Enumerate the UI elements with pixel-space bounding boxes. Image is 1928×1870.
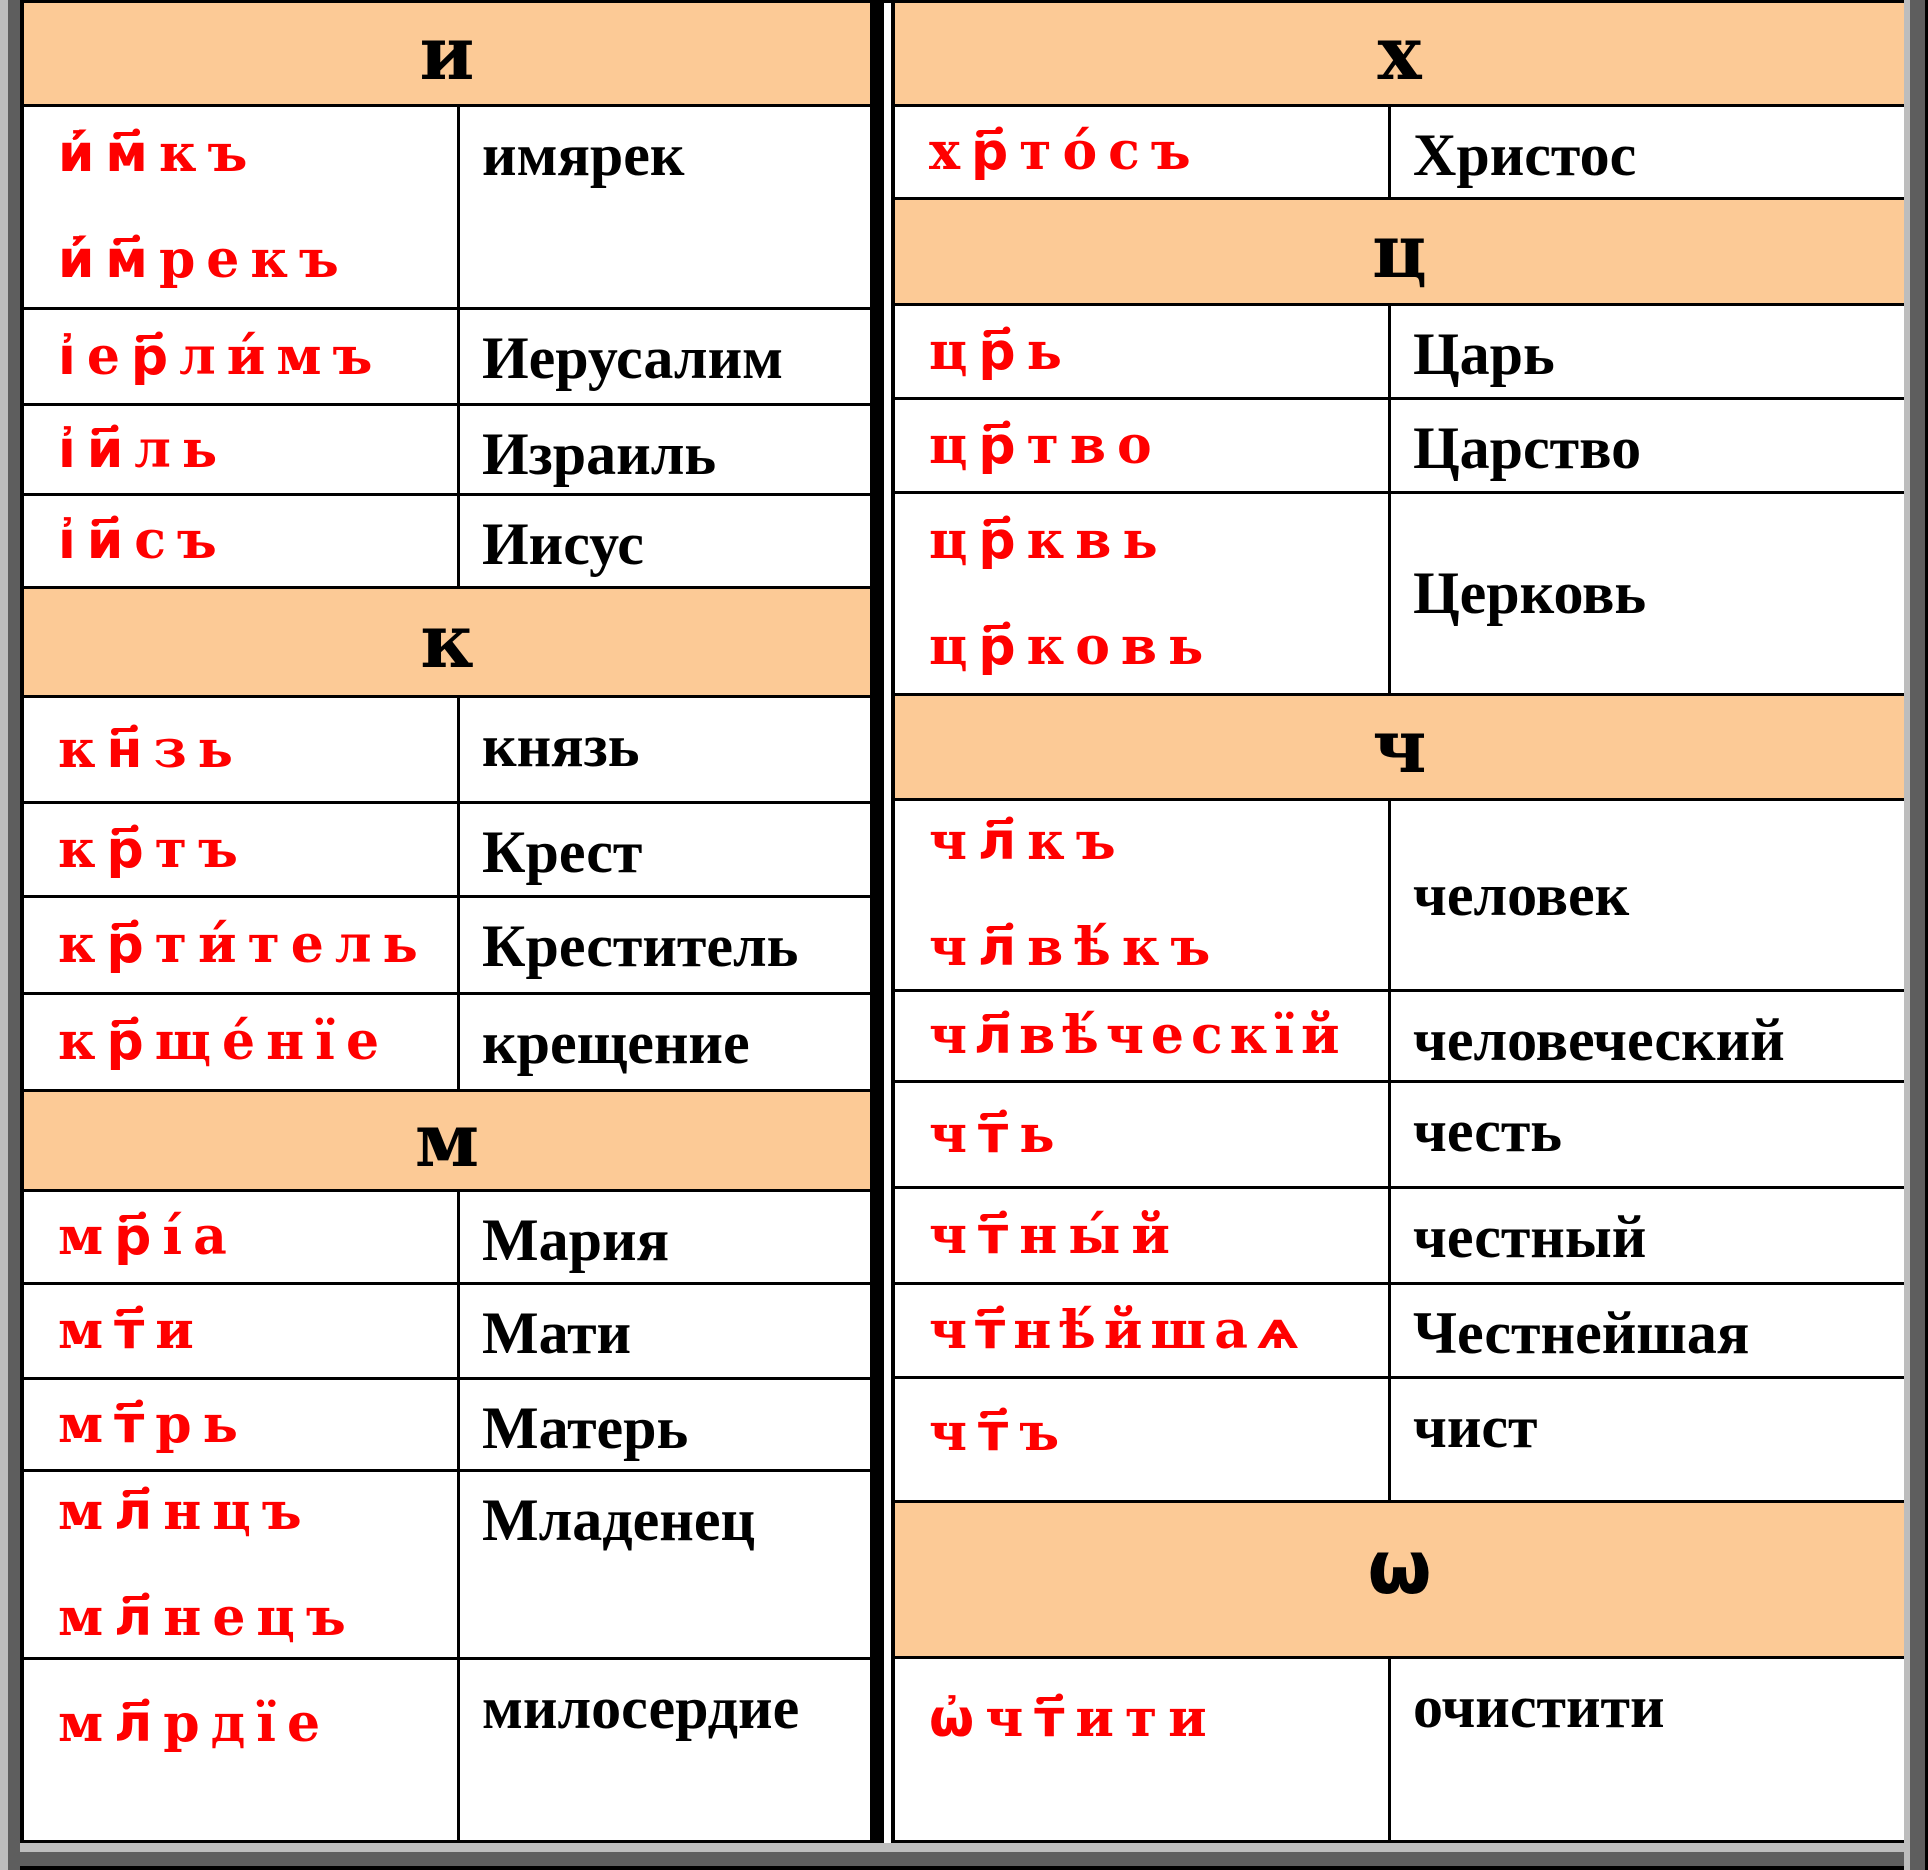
meaning-cell — [460, 1472, 870, 1657]
meaning-text: имярек — [482, 122, 685, 188]
slavonic-word: цр҃ь — [929, 320, 1073, 382]
entry-row — [24, 1472, 870, 1660]
table-separator-bar — [870, 0, 884, 1843]
entry-row — [895, 1379, 1904, 1503]
section-header-row — [895, 200, 1904, 306]
section-letter: ч — [1372, 704, 1427, 790]
meaning-text: честный — [1413, 1204, 1647, 1270]
section-header-row — [895, 1503, 1904, 1659]
slavonic-cell — [24, 898, 460, 992]
slavonic-word: чл҃къ — [929, 811, 1127, 873]
slavonic-cell — [895, 1659, 1391, 1840]
slavonic-cell — [24, 107, 460, 307]
meaning-text: Царство — [1413, 415, 1642, 481]
meaning-cell — [460, 107, 870, 307]
entry-row — [24, 1285, 870, 1380]
slavonic-cell — [895, 400, 1391, 491]
dictionary-table-left — [20, 0, 870, 1843]
meaning-cell — [1391, 107, 1904, 197]
slavonic-word: мт҃рь — [58, 1393, 249, 1455]
meaning-cell — [460, 1380, 870, 1469]
meaning-cell — [1391, 801, 1904, 989]
slavonic-word: кр҃ти́тель — [58, 914, 429, 976]
slavonic-cell — [895, 306, 1391, 397]
meaning-cell — [460, 310, 870, 403]
entry-row — [24, 1660, 870, 1843]
section-letter: ц — [1372, 208, 1427, 295]
meaning-cell — [1391, 306, 1904, 397]
slavonic-word: ѡ҆чт҃ити — [929, 1688, 1218, 1749]
slavonic-word: и҆́м҃рекъ — [58, 229, 350, 290]
meaning-cell — [460, 804, 870, 895]
slavonic-cell — [24, 995, 460, 1089]
meaning-text: очистити — [1413, 1674, 1665, 1740]
meaning-text: Церковь — [1413, 560, 1647, 626]
meaning-text: Честнейшая — [1413, 1300, 1750, 1366]
section-header-row — [24, 3, 870, 107]
entry-row — [895, 1189, 1904, 1285]
entry-row — [24, 995, 870, 1092]
entry-row — [24, 1192, 870, 1285]
slavonic-cell — [24, 1380, 460, 1469]
meaning-text: чист — [1413, 1394, 1538, 1460]
slavonic-cell — [24, 804, 460, 895]
meaning-text: Иерусалим — [482, 325, 784, 391]
entry-row — [895, 494, 1904, 696]
section-letter: х — [1377, 10, 1422, 97]
meaning-cell — [1391, 494, 1904, 693]
meaning-cell — [1391, 400, 1904, 491]
meaning-text: Иисус — [482, 511, 644, 577]
slavonic-word: цр҃квь — [929, 509, 1169, 571]
section-letter: м — [414, 1097, 480, 1184]
meaning-text: Крест — [482, 819, 643, 885]
entry-row — [895, 400, 1904, 494]
meaning-text: человеческий — [1413, 1007, 1785, 1073]
meaning-cell — [1391, 992, 1904, 1080]
meaning-cell — [1391, 1189, 1904, 1282]
meaning-cell — [460, 995, 870, 1089]
slavonic-cell — [24, 406, 460, 493]
entry-row — [24, 898, 870, 995]
slavonic-word: и҆́м҃къ — [58, 123, 259, 185]
entry-row — [895, 107, 1904, 200]
entry-row — [24, 698, 870, 804]
entry-row — [895, 801, 1904, 992]
slavonic-cell — [895, 1285, 1391, 1376]
meaning-cell — [460, 496, 870, 586]
meaning-cell — [460, 406, 870, 493]
section-header-row — [24, 589, 870, 698]
slavonic-word: мр҃і́а — [58, 1206, 238, 1268]
section-header-row — [895, 3, 1904, 107]
meaning-text: Израиль — [482, 421, 717, 487]
meaning-text: Мати — [482, 1300, 632, 1366]
slavonic-word: цр҃тво — [929, 414, 1163, 476]
entry-row — [24, 310, 870, 406]
slavonic-cell — [895, 494, 1391, 693]
meaning-cell — [1391, 1379, 1904, 1500]
meaning-text: человек — [1413, 861, 1630, 928]
window-frame-bottom-black — [0, 1866, 1928, 1870]
meaning-cell — [460, 1192, 870, 1282]
entry-row — [24, 406, 870, 496]
section-header-row — [895, 696, 1904, 801]
slavonic-cell — [24, 1285, 460, 1377]
meaning-cell — [460, 1660, 870, 1840]
meaning-text: крещение — [482, 1010, 750, 1076]
meaning-text: князь — [482, 713, 640, 779]
slavonic-cell — [24, 1472, 460, 1657]
slavonic-cell — [24, 698, 460, 801]
meaning-text: честь — [1413, 1098, 1563, 1164]
slavonic-word: чт҃ъ — [929, 1402, 1071, 1463]
meaning-text: Мария — [482, 1207, 670, 1273]
slavonic-word: і҆и҃ль — [58, 418, 229, 480]
meaning-cell — [460, 898, 870, 992]
slavonic-word: чт҃ь — [929, 1103, 1066, 1165]
window-frame-left-light — [0, 0, 8, 1870]
slavonic-word: кр҃ще́нїе — [58, 1011, 391, 1073]
slavonic-word: мл҃нцъ — [58, 1480, 313, 1542]
slavonic-word: мл҃рдїе — [58, 1693, 332, 1754]
slavonic-cell — [895, 1189, 1391, 1282]
slavonic-word: кр҃тъ — [58, 818, 249, 880]
window-frame-left-dark — [8, 0, 20, 1870]
entry-row — [895, 1285, 1904, 1379]
entry-row — [895, 306, 1904, 400]
slavonic-cell — [24, 1660, 460, 1840]
meaning-cell — [1391, 1083, 1904, 1186]
slavonic-word: і҆и҃съ — [58, 510, 228, 572]
section-header-row — [24, 1092, 870, 1192]
slavonic-word: чт҃ны́й — [929, 1204, 1181, 1266]
slavonic-cell — [895, 1379, 1391, 1500]
slavonic-word: чт҃нѣ́йшаѧ — [929, 1299, 1308, 1361]
slavonic-word: цр҃ковь — [929, 615, 1215, 677]
entry-row — [24, 1380, 870, 1472]
slavonic-word: чл҃вѣ́къ — [929, 917, 1222, 978]
entry-row — [24, 804, 870, 898]
meaning-cell — [460, 698, 870, 801]
slavonic-cell — [24, 496, 460, 586]
entry-row — [895, 992, 1904, 1083]
slavonic-word: кн҃зь — [58, 718, 244, 780]
entry-row — [24, 496, 870, 589]
slavonic-cell — [24, 310, 460, 403]
meaning-text: Младенец — [482, 1487, 756, 1553]
meaning-text: Царь — [1413, 321, 1555, 387]
meaning-text: Матерь — [482, 1395, 689, 1461]
slavonic-word: мт҃и — [58, 1300, 205, 1362]
entry-row — [24, 107, 870, 310]
window-frame-right-dark — [1910, 0, 1925, 1870]
meaning-text: милосердие — [482, 1675, 800, 1741]
entry-row — [895, 1083, 1904, 1189]
slavonic-cell — [24, 1192, 460, 1282]
slavonic-cell — [895, 107, 1391, 197]
meaning-cell — [1391, 1659, 1904, 1840]
section-letter: и — [419, 10, 475, 97]
slavonic-cell — [895, 801, 1391, 989]
window-frame-bottom-light — [0, 1843, 1928, 1852]
slavonic-word: хр҃то́съ — [929, 121, 1202, 183]
meaning-text: Креститель — [482, 913, 799, 979]
dictionary-table-right — [891, 0, 1904, 1843]
entry-row — [895, 1659, 1904, 1843]
slavonic-word: і҆ер҃ли́мъ — [58, 325, 384, 387]
slavonic-word: мл҃нецъ — [58, 1586, 357, 1648]
meaning-cell — [1391, 1285, 1904, 1376]
meaning-text: Христос — [1413, 122, 1637, 188]
section-letter: к — [420, 599, 474, 685]
slavonic-word: чл҃вѣ́ческїй — [929, 1005, 1347, 1067]
slavonic-cell — [895, 1083, 1391, 1186]
slavonic-cell — [895, 992, 1391, 1080]
window-frame-bottom-dark — [0, 1852, 1928, 1866]
section-letter: ѡ — [1367, 1525, 1432, 1611]
meaning-cell — [460, 1285, 870, 1377]
